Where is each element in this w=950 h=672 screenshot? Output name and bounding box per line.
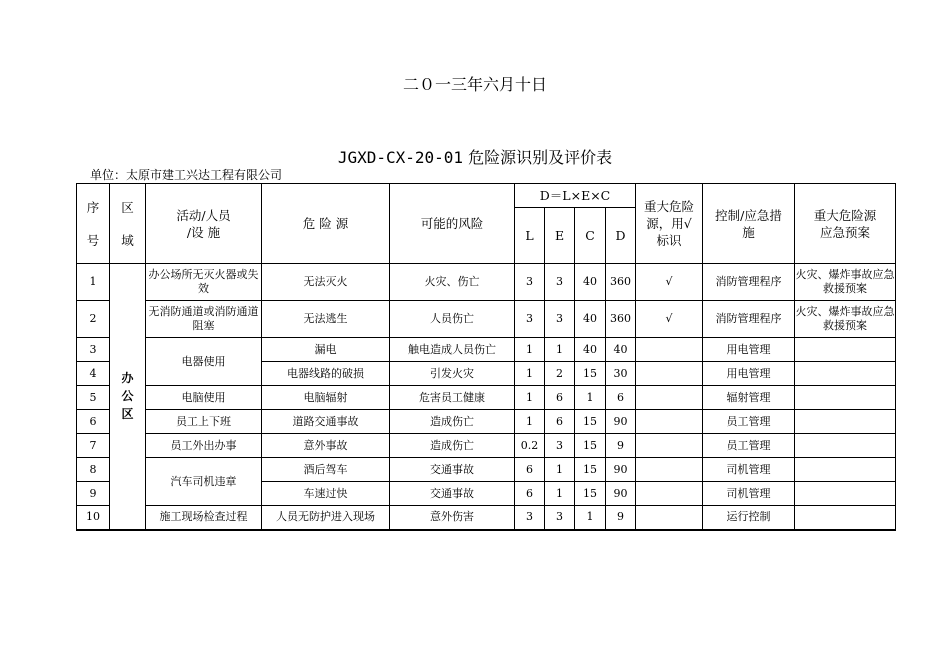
header-plan-line2: 应急预案 xyxy=(820,224,871,240)
cell-major xyxy=(636,506,703,530)
table-row xyxy=(77,338,896,362)
cell-E: 3 xyxy=(545,506,575,530)
header-area-line2: 域 xyxy=(121,232,134,248)
cell-control: 司机管理 xyxy=(703,458,795,482)
cell-major xyxy=(636,434,703,458)
area-cell: 办 公 区 xyxy=(110,264,146,530)
cell-control: 消防管理程序 xyxy=(703,264,795,301)
cell-E: 3 xyxy=(545,434,575,458)
cell-C: 15 xyxy=(575,410,606,434)
header-area-line1: 区 xyxy=(121,199,134,215)
header-major-line1: 重大危险 xyxy=(644,199,695,214)
header-formula: D＝L×E×C xyxy=(515,184,636,208)
cell-no: 7 xyxy=(77,434,110,458)
cell-risk: 人员伤亡 xyxy=(390,301,515,338)
cell-L: 3 xyxy=(515,301,545,338)
cell-plan xyxy=(795,482,896,506)
header-major-line2: 源，用√ xyxy=(646,216,692,231)
cell-D: 40 xyxy=(606,338,636,362)
header-activity-line1: 活动/人员 xyxy=(176,207,231,223)
cell-C: 15 xyxy=(575,362,606,386)
cell-E: 6 xyxy=(545,386,575,410)
header-seq xyxy=(77,184,110,264)
cell-L: 3 xyxy=(515,264,545,301)
cell-L: 1 xyxy=(515,338,545,362)
header-plan xyxy=(795,184,896,264)
cell-no: 1 xyxy=(77,264,110,301)
cell-D: 9 xyxy=(606,506,636,530)
cell-D: 90 xyxy=(606,410,636,434)
cell-hazard: 酒后驾车 xyxy=(262,458,390,482)
cell-risk: 危害员工健康 xyxy=(390,386,515,410)
cell-no: 10 xyxy=(77,506,110,530)
header-E: E xyxy=(545,208,575,264)
cell-E: 1 xyxy=(545,482,575,506)
cell-risk: 交通事故 xyxy=(390,482,515,506)
header-control xyxy=(703,184,795,264)
cell-risk: 意外伤害 xyxy=(390,506,515,530)
cell-activity: 汽车司机违章 xyxy=(146,458,262,506)
cell-hazard: 电脑辐射 xyxy=(262,386,390,410)
header-seq-line1: 序 xyxy=(86,199,100,215)
header-area xyxy=(110,184,146,264)
cell-D: 6 xyxy=(606,386,636,410)
cell-plan xyxy=(795,434,896,458)
cell-no: 5 xyxy=(77,386,110,410)
cell-C: 1 xyxy=(575,386,606,410)
cell-hazard: 电器线路的破损 xyxy=(262,362,390,386)
cell-major xyxy=(636,338,703,362)
form-code: JGXD-CX-20-01 xyxy=(337,148,464,167)
cell-activity: 施工现场检查过程 xyxy=(146,506,262,530)
hazard-evaluation-table xyxy=(76,183,896,531)
header-hazard: 危 险 源 xyxy=(262,184,390,264)
cell-control: 用电管理 xyxy=(703,362,795,386)
cell-L: 0.2 xyxy=(515,434,545,458)
cell-D: 30 xyxy=(606,362,636,386)
cell-L: 1 xyxy=(515,410,545,434)
cell-major xyxy=(636,410,703,434)
cell-D: 360 xyxy=(606,301,636,338)
cell-control: 员工管理 xyxy=(703,410,795,434)
header-D: D xyxy=(606,208,636,264)
cell-risk: 交通事故 xyxy=(390,458,515,482)
cell-risk: 火灾、伤亡 xyxy=(390,264,515,301)
cell-E: 1 xyxy=(545,458,575,482)
cell-activity: 无消防通道或消防通道阻塞 xyxy=(146,301,262,338)
cell-risk: 造成伤亡 xyxy=(390,434,515,458)
unit-line: 单位：太原市建工兴达工程有限公司 xyxy=(90,168,283,182)
cell-plan xyxy=(795,458,896,482)
header-control-line2: 施 xyxy=(742,224,755,240)
cell-L: 1 xyxy=(515,362,545,386)
cell-C: 40 xyxy=(575,301,606,338)
table-row xyxy=(77,410,896,434)
cell-hazard: 道路交通事故 xyxy=(262,410,390,434)
cell-activity: 员工上下班 xyxy=(146,410,262,434)
table-row xyxy=(77,386,896,410)
cell-plan xyxy=(795,386,896,410)
header-L: L xyxy=(515,208,545,264)
cell-risk: 引发火灾 xyxy=(390,362,515,386)
table-row xyxy=(77,264,896,301)
cell-hazard: 人员无防护进入现场 xyxy=(262,506,390,530)
table-row xyxy=(77,458,896,482)
header-C: C xyxy=(575,208,606,264)
cell-control: 用电管理 xyxy=(703,338,795,362)
cell-control: 员工管理 xyxy=(703,434,795,458)
cell-activity: 电脑使用 xyxy=(146,386,262,410)
cell-hazard: 车速过快 xyxy=(262,482,390,506)
cell-D: 360 xyxy=(606,264,636,301)
cell-L: 6 xyxy=(515,482,545,506)
cell-hazard: 意外事故 xyxy=(262,434,390,458)
cell-plan xyxy=(795,362,896,386)
cell-D: 9 xyxy=(606,434,636,458)
cell-E: 6 xyxy=(545,410,575,434)
cell-control: 司机管理 xyxy=(703,482,795,506)
cell-plan: 火灾、爆炸事故应急救援预案 xyxy=(795,264,896,301)
cell-plan xyxy=(795,338,896,362)
cell-activity: 电器使用 xyxy=(146,338,262,386)
cell-major xyxy=(636,362,703,386)
header-activity-line2: /设 施 xyxy=(186,224,221,240)
cell-no: 2 xyxy=(77,301,110,338)
header-seq-line2: 号 xyxy=(86,232,100,248)
cell-D: 90 xyxy=(606,458,636,482)
table-row xyxy=(77,434,896,458)
header-risk: 可能的风险 xyxy=(390,184,515,264)
cell-control: 运行控制 xyxy=(703,506,795,530)
cell-no: 8 xyxy=(77,458,110,482)
cell-D: 90 xyxy=(606,482,636,506)
cell-control: 辐射管理 xyxy=(703,386,795,410)
cell-L: 3 xyxy=(515,506,545,530)
cell-E: 3 xyxy=(545,301,575,338)
form-name: 危险源识别及评价表 xyxy=(468,148,613,167)
cell-control: 消防管理程序 xyxy=(703,301,795,338)
cell-major xyxy=(636,386,703,410)
cell-hazard: 无法灭火 xyxy=(262,264,390,301)
cell-plan: 火灾、爆炸事故应急救援预案 xyxy=(795,301,896,338)
cell-C: 15 xyxy=(575,458,606,482)
cell-C: 40 xyxy=(575,264,606,301)
cell-E: 3 xyxy=(545,264,575,301)
cell-no: 9 xyxy=(77,482,110,506)
cell-C: 15 xyxy=(575,482,606,506)
cell-hazard: 无法逃生 xyxy=(262,301,390,338)
header-major xyxy=(636,184,703,264)
header-activity xyxy=(146,184,262,264)
cell-major xyxy=(636,458,703,482)
cell-no: 4 xyxy=(77,362,110,386)
cell-plan xyxy=(795,506,896,530)
cell-C: 1 xyxy=(575,506,606,530)
cell-no: 6 xyxy=(77,410,110,434)
cell-L: 1 xyxy=(515,386,545,410)
header-plan-line1: 重大危险源 xyxy=(813,207,877,223)
cell-risk: 触电造成人员伤亡 xyxy=(390,338,515,362)
cell-activity: 员工外出办事 xyxy=(146,434,262,458)
cell-major: √ xyxy=(636,264,703,301)
table-row xyxy=(77,301,896,338)
document-date: 二０一三年六月十日 xyxy=(402,75,547,94)
cell-major: √ xyxy=(636,301,703,338)
cell-plan xyxy=(795,410,896,434)
cell-C: 15 xyxy=(575,434,606,458)
cell-E: 2 xyxy=(545,362,575,386)
table-title xyxy=(0,145,950,168)
cell-E: 1 xyxy=(545,338,575,362)
cell-risk: 造成伤亡 xyxy=(390,410,515,434)
cell-no: 3 xyxy=(77,338,110,362)
cell-L: 6 xyxy=(515,458,545,482)
table-row xyxy=(77,506,896,530)
cell-activity: 办公场所无灭火器或失效 xyxy=(146,264,262,301)
header-control-line1: 控制/应急措 xyxy=(715,207,782,223)
header-major-line3: 标识 xyxy=(656,233,682,248)
cell-C: 40 xyxy=(575,338,606,362)
cell-major xyxy=(636,482,703,506)
cell-hazard: 漏电 xyxy=(262,338,390,362)
